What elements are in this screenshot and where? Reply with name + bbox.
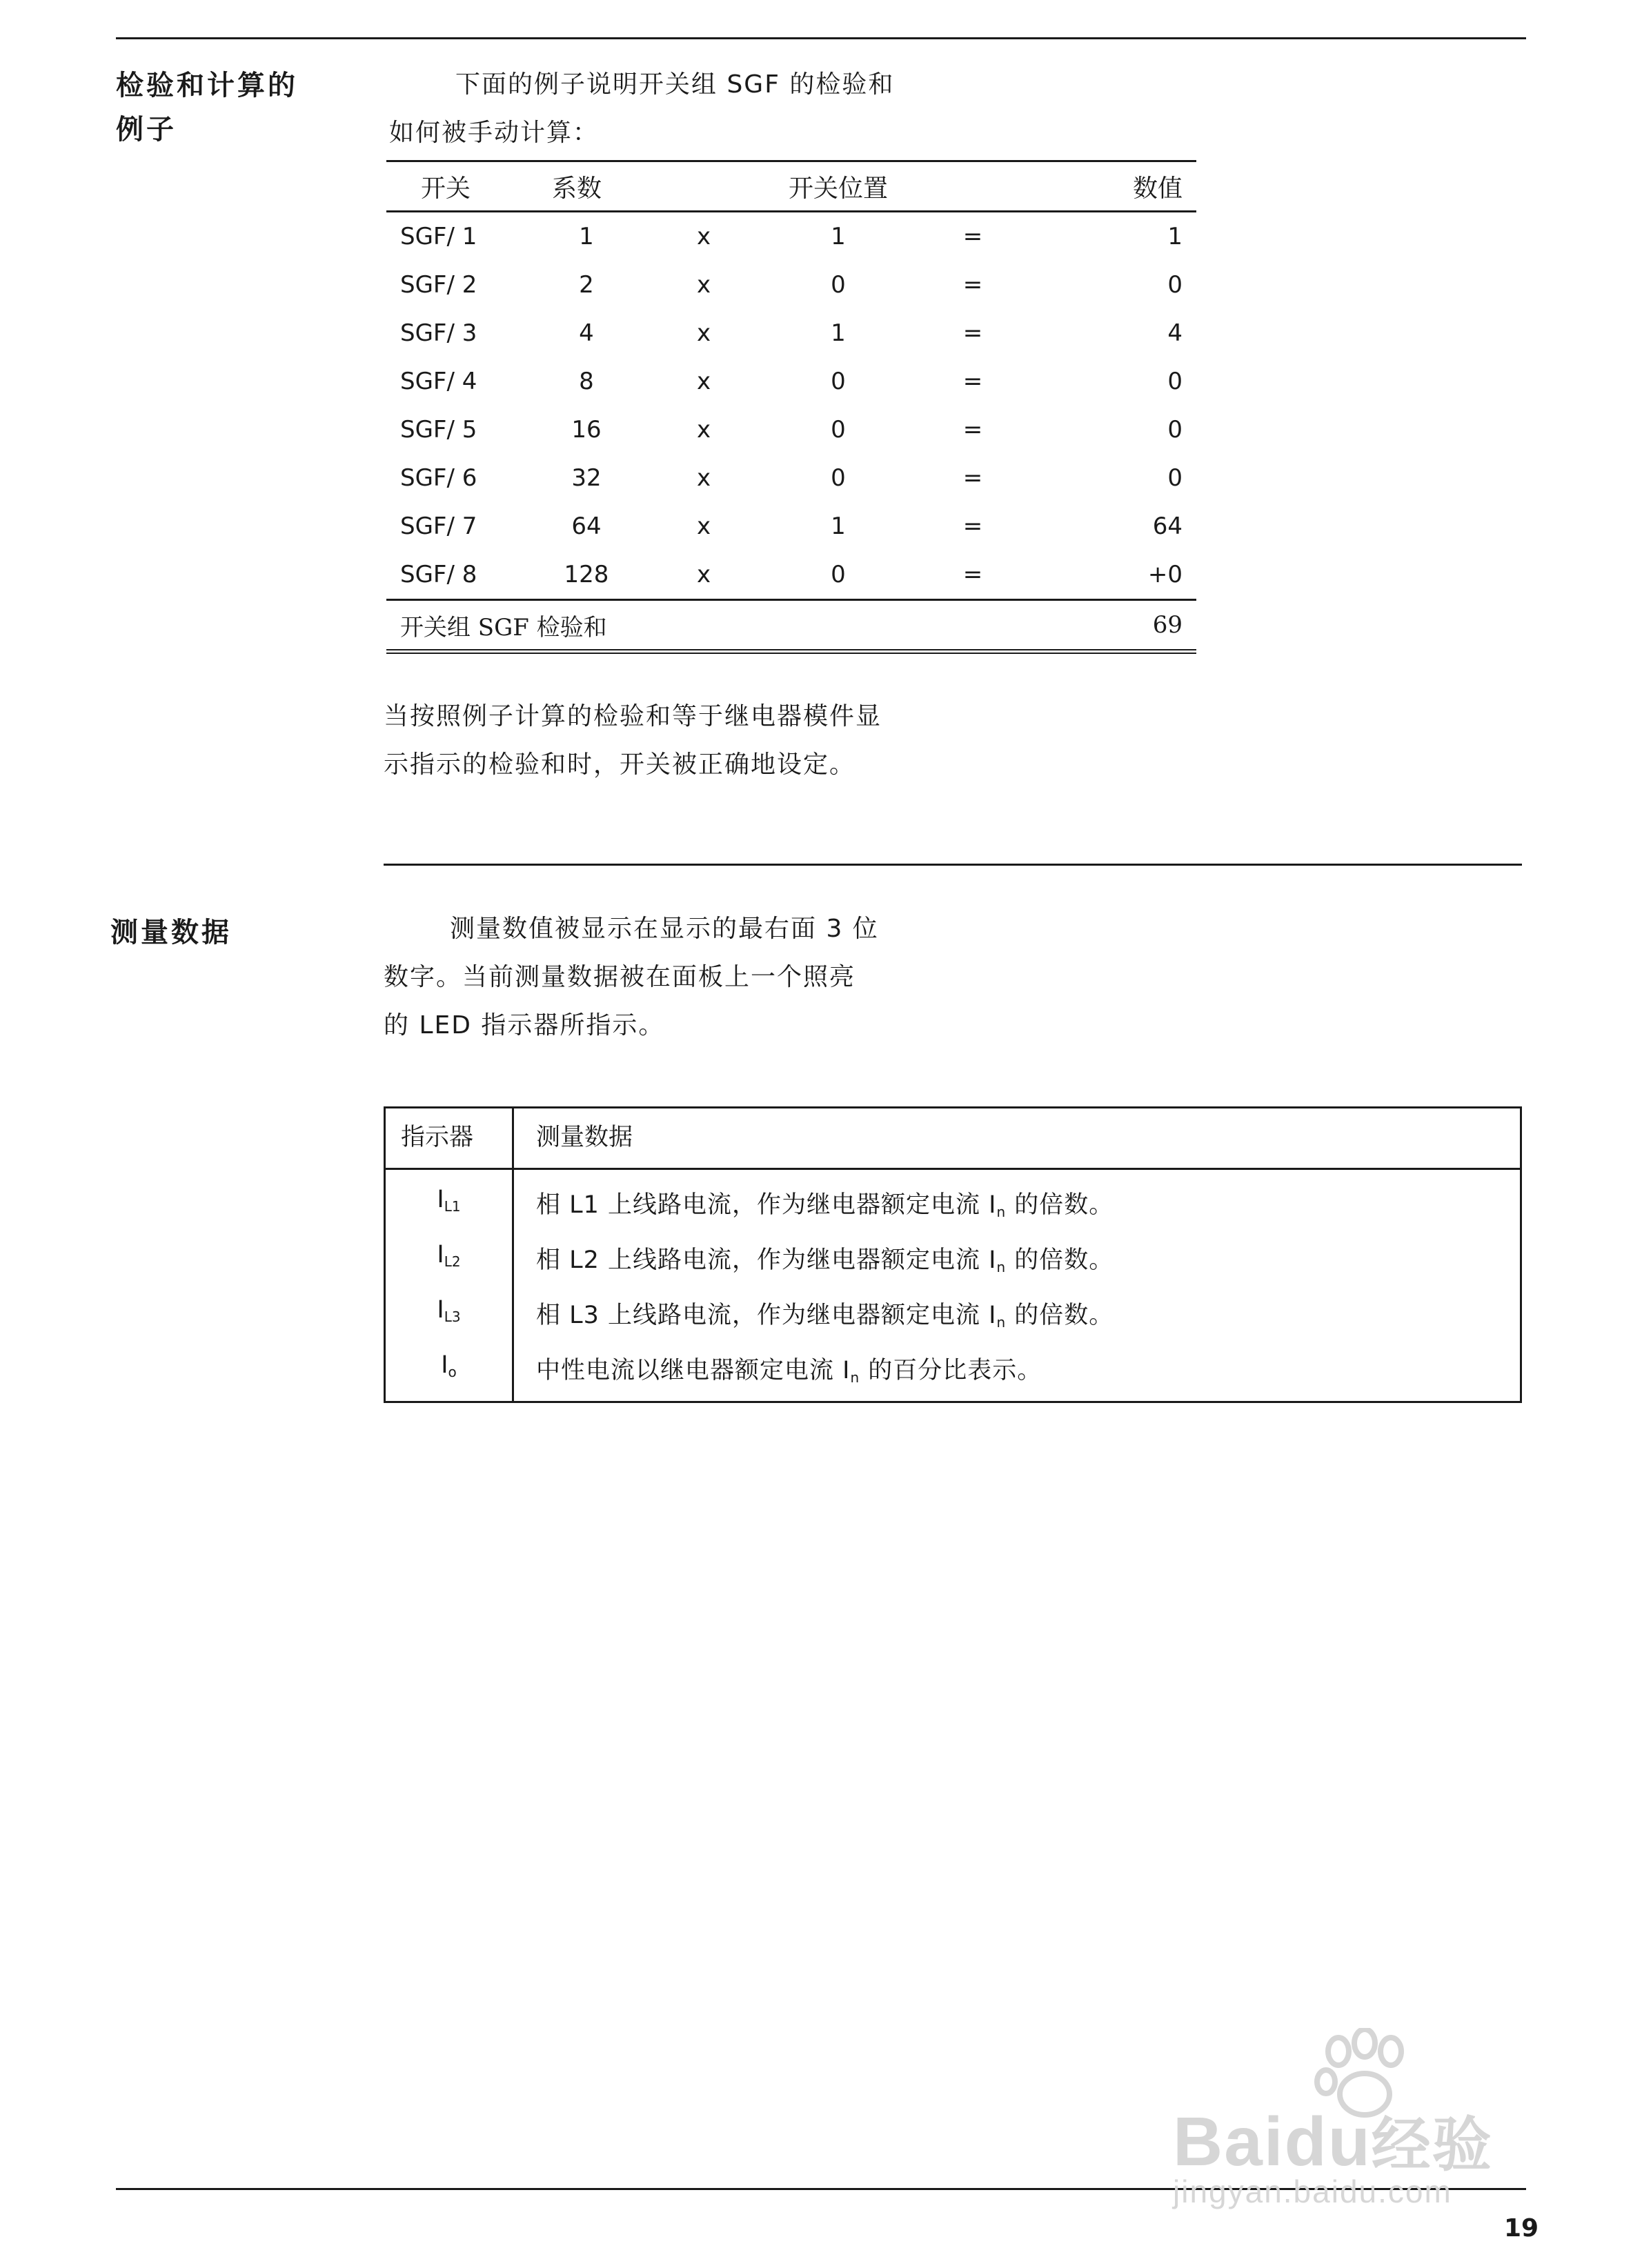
cell-value: 0 <box>1167 368 1183 395</box>
column-divider <box>512 1108 514 1401</box>
cell-coefficient: 8 <box>579 368 594 395</box>
indicator-symbol <box>386 1351 512 1380</box>
table-row <box>386 502 1196 550</box>
table-row <box>386 212 1196 261</box>
page-number: 19 <box>1504 2214 1539 2242</box>
cell-equals: = <box>962 464 983 492</box>
indicator-symbol <box>386 1241 512 1270</box>
description-sub: n <box>996 1204 1007 1220</box>
table-row <box>386 454 1196 502</box>
watermark-brand <box>1173 2097 1493 2182</box>
cell-coefficient: 128 <box>564 561 609 588</box>
header-switch: 开关 <box>421 174 471 203</box>
indicator-description <box>536 1186 1114 1220</box>
cell-switch: SGF/ 2 <box>400 271 477 299</box>
table-header <box>386 160 1196 212</box>
cell-equals: = <box>962 368 983 395</box>
cell-coefficient: 4 <box>579 319 594 347</box>
cell-multiply: x <box>696 319 711 347</box>
cell-position: 0 <box>831 368 846 395</box>
note-line-1: 当按照例子计算的检验和等于继电器模件显 <box>384 702 882 730</box>
description-sub: n <box>996 1259 1007 1275</box>
top-rule <box>116 37 1526 39</box>
header-measured-data: 测量数据 <box>536 1124 633 1151</box>
indicator-symbol-letter: I <box>437 1241 444 1269</box>
description-pre: 中性电流以继电器额定电流 I <box>536 1357 851 1384</box>
cell-value: 64 <box>1152 513 1183 540</box>
section2-heading: 测量数据 <box>110 917 232 948</box>
cell-position: 0 <box>831 416 846 444</box>
cell-multiply: x <box>696 464 711 492</box>
cell-equals: = <box>962 513 983 540</box>
watermark-brand-du: du <box>1284 2103 1372 2180</box>
table-row <box>386 261 1196 309</box>
cell-multiply: x <box>696 223 711 250</box>
header-value: 数值 <box>1132 174 1183 203</box>
watermark-brand-cn: 经验 <box>1371 2112 1493 2178</box>
note-line-2: 示指示的检验和时，开关被正确地设定。 <box>384 750 856 779</box>
cell-value: 4 <box>1167 319 1183 347</box>
sgf-checksum-table <box>386 160 1196 654</box>
section2-body <box>384 905 879 1050</box>
body-line-2: 数字。当前测量数据被在面板上一个照亮 <box>384 963 856 991</box>
description-pre: 相 L1 上线路电流，作为继电器额定电流 I <box>536 1191 997 1219</box>
cell-value: 0 <box>1167 464 1183 492</box>
watermark <box>1173 2028 1559 2207</box>
cell-coefficient: 2 <box>579 271 594 299</box>
cell-coefficient: 64 <box>571 513 602 540</box>
table-row <box>386 357 1196 406</box>
intro-line-2: 如何被手动计算： <box>389 119 600 147</box>
table-row <box>386 309 1196 357</box>
cell-multiply: x <box>696 416 711 444</box>
section1-heading-line2: 例子 <box>116 114 177 146</box>
cell-coefficient: 32 <box>571 464 602 492</box>
body-line-3: 的 LED 指示器所指示。 <box>384 1011 665 1040</box>
total-label: 开关组 SGF 检验和 <box>400 613 607 641</box>
indicator-symbol-letter: I <box>441 1351 448 1379</box>
cell-coefficient: 1 <box>579 223 594 250</box>
indicator-symbol-subscript: L2 <box>444 1253 461 1270</box>
total-value: 69 <box>1152 611 1183 639</box>
cell-equals: = <box>962 271 983 299</box>
description-post: 的倍数。 <box>1006 1191 1114 1219</box>
cell-value: 1 <box>1167 223 1183 250</box>
intro-line-1: 下面的例子说明开关组 SGF 的检验和 <box>455 70 895 99</box>
cell-position: 0 <box>831 271 846 299</box>
cell-switch: SGF/ 3 <box>400 319 477 347</box>
cell-switch: SGF/ 4 <box>400 368 477 395</box>
watermark-brand-bai: Bai <box>1173 2103 1285 2180</box>
table-row <box>386 550 1196 599</box>
cell-position: 0 <box>831 561 846 588</box>
header-coefficient: 系数 <box>552 174 602 203</box>
section1-heading-line1: 检验和计算的 <box>116 70 298 101</box>
indicator-symbol <box>386 1186 512 1215</box>
table-total-row <box>386 599 1196 654</box>
table-body <box>386 212 1196 599</box>
body-line-1: 测量数值被显示在显示的最右面 3 位 <box>450 915 879 943</box>
cell-multiply: x <box>696 271 711 299</box>
indicator-symbol-subscript: o <box>448 1364 457 1380</box>
indicator-description <box>536 1241 1114 1275</box>
watermark-url: jingyan.baidu.com <box>1173 2174 1452 2209</box>
table-row <box>386 406 1196 454</box>
description-pre: 相 L2 上线路电流，作为继电器额定电流 I <box>536 1246 997 1274</box>
indicator-table <box>384 1106 1522 1403</box>
cell-multiply: x <box>696 561 711 588</box>
indicator-symbol-letter: I <box>437 1186 444 1213</box>
cell-equals: = <box>962 223 983 250</box>
description-sub: n <box>850 1369 860 1386</box>
cell-coefficient: 16 <box>571 416 602 444</box>
cell-value: 0 <box>1167 416 1183 444</box>
cell-value: +0 <box>1147 561 1183 588</box>
cell-equals: = <box>962 561 983 588</box>
cell-position: 0 <box>831 464 846 492</box>
indicator-symbol-subscript: L1 <box>444 1198 461 1215</box>
cell-switch: SGF/ 5 <box>400 416 477 444</box>
indicator-description <box>536 1296 1114 1331</box>
cell-switch: SGF/ 7 <box>400 513 477 540</box>
section1-note <box>384 693 882 789</box>
description-post: 的倍数。 <box>1006 1302 1114 1329</box>
section-divider <box>384 864 1522 866</box>
header-indicator: 指示器 <box>401 1124 474 1151</box>
header-divider <box>386 1168 1520 1170</box>
cell-position: 1 <box>831 513 846 540</box>
header-position: 开关位置 <box>788 174 888 203</box>
cell-switch: SGF/ 1 <box>400 223 477 250</box>
cell-multiply: x <box>696 513 711 540</box>
cell-switch: SGF/ 6 <box>400 464 477 492</box>
section1-intro <box>389 61 894 157</box>
cell-position: 1 <box>831 319 846 347</box>
description-post: 的百分比表示。 <box>860 1357 1042 1384</box>
indicator-symbol <box>386 1296 512 1325</box>
description-sub: n <box>996 1314 1007 1331</box>
cell-multiply: x <box>696 368 711 395</box>
indicator-symbol-subscript: L3 <box>444 1309 461 1325</box>
indicator-description <box>536 1351 1042 1386</box>
cell-position: 1 <box>831 223 846 250</box>
cell-equals: = <box>962 319 983 347</box>
description-pre: 相 L3 上线路电流，作为继电器额定电流 I <box>536 1302 997 1329</box>
section1-heading <box>116 63 298 152</box>
indicator-symbol-letter: I <box>437 1296 444 1324</box>
description-post: 的倍数。 <box>1006 1246 1114 1274</box>
cell-equals: = <box>962 416 983 444</box>
cell-switch: SGF/ 8 <box>400 561 477 588</box>
cell-value: 0 <box>1167 271 1183 299</box>
